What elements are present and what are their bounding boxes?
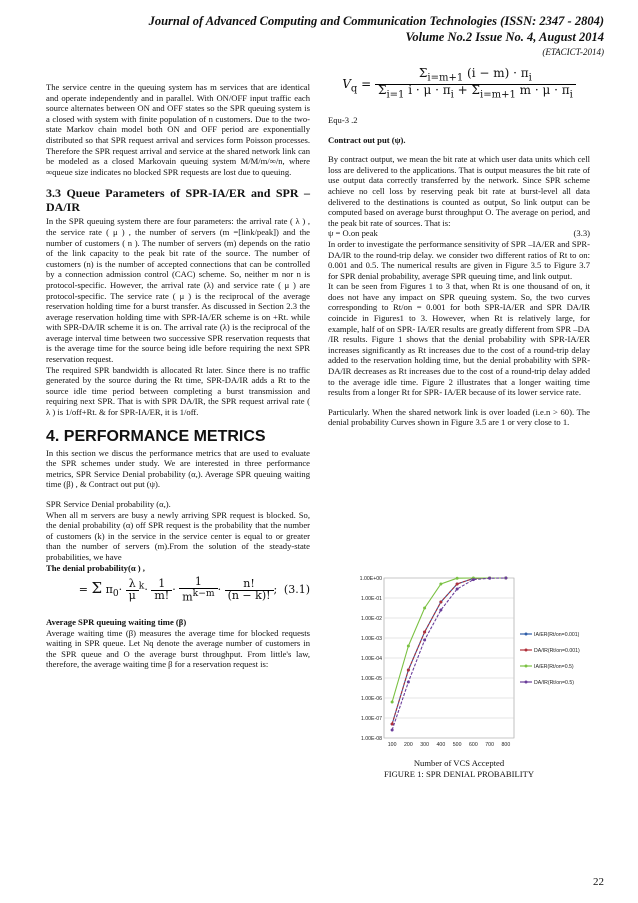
data-point	[456, 583, 459, 586]
data-point	[456, 577, 459, 580]
y-tick-label: 1.00E-01	[360, 596, 382, 602]
paragraph: In this section we discus the performance metrics that are used to evaluate the SPR schemes under study. We are interested in three performance metrics, SPR Service Denial probability (α,). Average SPR queuing waiting time (β) , & Contract out put (ψ).	[46, 447, 310, 490]
equation-3-1: = Σ $\pi_0\cdot$ $\frac{\lambda}{\mu}$ $^k$· $\frac{1}{m!}$ · $\frac{1}{m^{k-m}}$ · $\frac{n!}{(n - k)!}$ ; (3.1)	[78, 575, 310, 604]
conference-tag: (ETACICT-2014)	[542, 47, 604, 57]
x-tick-label: 500	[452, 742, 462, 748]
volume-info: Volume No.2 Issue No. 4, August 2014	[405, 30, 604, 44]
equation-3-3: ψ = O.on peak (3.3)	[328, 228, 590, 239]
denial-probability-label: The denial probability(α ) ,	[46, 562, 145, 573]
right-column	[328, 62, 590, 437]
figure-title: FIGURE 1: SPR DENIAL PROBABILITY	[383, 769, 535, 779]
y-tick-label: 1.00E-05	[360, 676, 382, 682]
legend-marker	[525, 665, 528, 668]
paragraph: Particularly. When the shared network link is over loaded (i.e.n > 60). The denial probability Curves shown in Figure 3.5 are 1 or very close to 1.	[328, 406, 590, 428]
journal-title: Journal of Advanced Computing and Communication Technologies (ISSN: 2347 - 2804)	[148, 14, 604, 28]
y-tick-label: 1.00E-02	[360, 616, 382, 622]
y-tick-label: 1.00E-03	[360, 636, 382, 642]
paragraph: When all m servers are busy a newly arriving SPR request is blocked. So, the denial probability (α) off SPR request is the probability that the number of customers (k) in the service in the service center is equal to or greater than the number of servers (m).From the solution of the steady-state probabilities, we have	[46, 509, 310, 562]
waiting-time-heading: Average SPR queuing waiting time (β)	[46, 617, 187, 627]
x-tick-label: 300	[420, 742, 429, 748]
paragraph: It can be seen from Figures 1 to 3 that, when Rt is one thousand of on, it does not have any impact on SPR queuing system. So, the two curves corresponding to Rt/on = 0.001 for both SPR-IA/ER and SPR DA/IR coincide in Figures1 to 3. However, when Rt is relatively large, for example, half of on SPR- IA/ER results are greatly different from SPR –DA /IR results. Figure 1 shows that the denial probability with SPR-IA/ER increases significantly as Rt increases due to the cost of a round-trip delay added to the reservation holding time, but the denial probability with SPR- DA/IR decreases as Rt increases due to the cost of a round-trip delay added to the average idle time. Figure 2 illustrates that a longer waiting time results from a longer Rt for SPR- IA/ER because of its lower service rate.	[328, 281, 590, 398]
data-point	[407, 681, 410, 684]
data-point	[423, 639, 426, 642]
contract-output-heading: Contract out put (ψ).	[328, 134, 406, 145]
x-tick-label: 100	[387, 742, 397, 748]
legend-entry: IA/ER(Rt/on=0.001)	[534, 632, 580, 638]
y-tick-label: 1.00E+00	[359, 576, 382, 582]
paragraph: The required SPR bandwidth is allocated Rt later. Since there is no traffic generated by the source during the Rt time, SPR-DA/IR adds a Rt to the source idle time period between completing a burst transmission and requiring next SPR. That is with SPR DA/IR, the SPR request arrival rate ( λ ) is 1/off+Rt. & for SPR-IA/ER, it is 1/off.	[46, 364, 310, 418]
denial-probability-chart	[352, 572, 600, 760]
legend-entry: DA/IR(Rt/on=0.001)	[534, 648, 580, 654]
x-tick-label: 800	[501, 742, 511, 748]
paragraph: In the SPR queuing system there are four parameters: the arrival rate ( λ ) , the service rate ( μ ) , the number of servers (m =[link/peak]) and the number of customers ( n ). The number of servers (m) depends on the ratio of the link capacity to the peak bit rate of the source. The number of customers (n) is the number of accepted connections that can be controlled by a connection admission control (CAC) scheme. So, neither m nor n is protocol-specific. However, the arrival rate (λ) and service rate ( μ ) are protocol-specific. The service rate ( μ ) is the reciprocal of the average reservation holding time for a burst transfer. As discussed in Section 2.3 the average reservation holding time with SPR-IA/ER scheme is on +Rt. while with SPR-DA/IR scheme it is on. The arrival rate (λ) is the reciprocal of the average interval time between two successive SPR reservation requests that is the average time for the source being idle before requiring the next SPR reservation request.	[46, 216, 310, 365]
page-number: 22	[593, 876, 604, 888]
paragraph: The service centre in the queuing system has m services that are identical and operate independently and in parallel. With ON/OFF input traffic each source alternates between ON and OFF states so the SPR queuing system is a closed with system with finite population of n customers. Due to the two-state Markov chain model both ON and OFF period are exponentially distributed so that SPR request arrival and services form Poisson processes. Therefore the SPR request arrival and service at the shared network link can be modeled as a closed Markovain queuing system M/M/m/∞/n, where ∞queue size indicates no blocked SPR requests are lost due to queuing.	[46, 82, 310, 177]
data-point	[456, 588, 459, 591]
x-tick-label: 400	[436, 742, 446, 748]
section-heading-4: 4. PERFORMANCE METRICS	[46, 427, 266, 445]
y-tick-label: 1.00E-07	[360, 716, 382, 722]
equation-3-2: $V_q$ = $\frac{\Sigma_{i=m+1} (i - m) \cdot \pi_i}{\Sigma_{i=1} i \cdot \mu \cdot \pi_i + \Sigma_{i=m+1} m \cdot \mu \cdot \pi_i}$	[328, 68, 590, 101]
data-point	[504, 577, 507, 580]
equation-number: (3.1)	[283, 583, 310, 597]
paragraph: Average waiting time (β) measures the average time for blocked requests waiting in SPR queue. Let Nq denote the average number of customers in the SPR queue and O the average burst throughput. From little's law, therefore, the average waiting time β for a reservation request is:	[46, 627, 310, 670]
paragraph: In order to investigate the performance sensitivity of SPR –IA/ER and SPR- DA/IR to the round-trip delay. we consider two different ratios of Rt to on: 0.001 and 0.5. The numerical results are given in Figure 3.5 to Figure 3.7 for SPR denial probability, average SPR queuing time, and link output.	[328, 238, 590, 281]
figure-caption	[328, 758, 590, 780]
paragraph: SPR Service Denial probability (α,).	[46, 499, 171, 509]
data-point	[472, 578, 475, 581]
data-point	[407, 669, 410, 672]
data-point	[439, 601, 442, 604]
data-point	[423, 631, 426, 634]
legend-entry: DA/IR(Rt/on=0.5)	[534, 680, 574, 686]
legend-entry: IA/ER(Rt/on=0.5)	[534, 664, 574, 670]
y-tick-label: 1.00E-08	[360, 736, 382, 742]
data-point	[391, 729, 394, 732]
y-tick-label: 1.00E-06	[360, 696, 382, 702]
x-tick-label: 600	[469, 742, 478, 748]
y-tick-label: 1.00E-04	[360, 656, 382, 662]
legend-marker	[525, 633, 528, 636]
data-point	[407, 645, 410, 648]
data-point	[391, 701, 394, 704]
data-point	[423, 607, 426, 610]
equation-label: Equ-3 .2	[328, 114, 358, 125]
x-tick-label: 200	[404, 742, 413, 748]
data-point	[439, 583, 442, 586]
left-column	[46, 82, 310, 679]
x-tick-label: 700	[485, 742, 494, 748]
legend-marker	[525, 681, 528, 684]
section-heading-3-3: 3.3 Queue Parameters of SPR-IA/ER and SPR – DA/IR	[46, 186, 310, 215]
data-point	[439, 609, 442, 612]
x-axis-label: Number of VCS Accepted	[413, 758, 505, 768]
data-point	[391, 723, 394, 726]
legend-marker	[525, 649, 528, 652]
data-point	[488, 577, 491, 580]
paragraph: By contract output, we mean the bit rate at which user data units which cell loss are delivered to the applications. That is output measures the bit rate of use output data correctly transferred by the network. Since SPR scheme achieve no cell loss by reserving peak bit rate at burst-level all data delivered to the destinations is counted as output, So link output can be computed based on average burst throughput O. The average on period, and the peak bit rate of sources. That is:	[328, 154, 590, 228]
